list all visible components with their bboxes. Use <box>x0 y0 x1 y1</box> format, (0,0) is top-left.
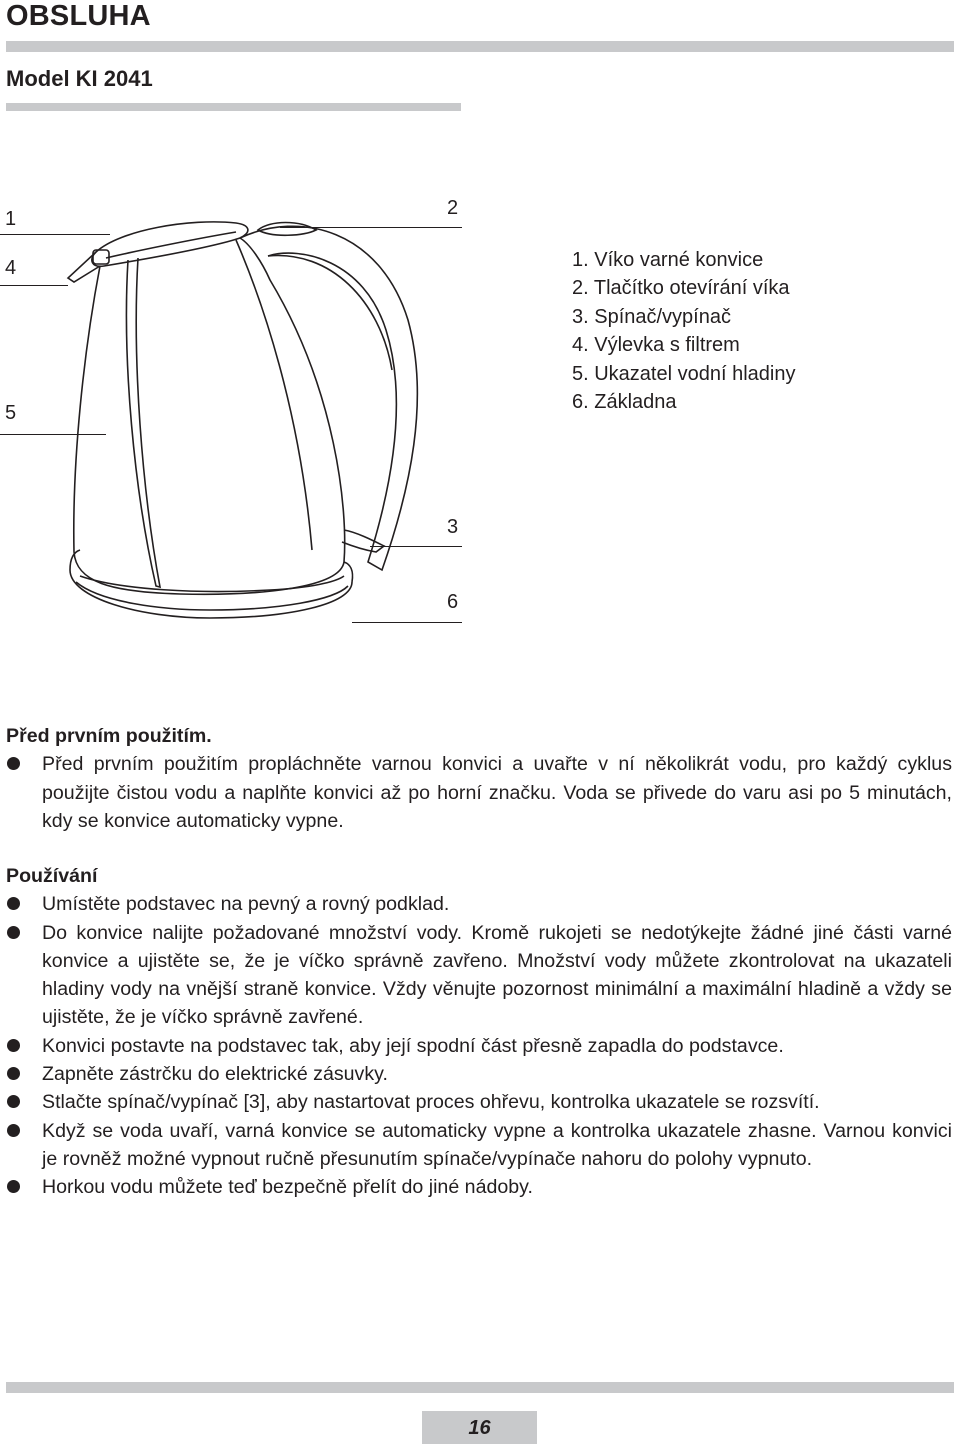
before-first-use-section <box>6 722 952 835</box>
list-item: Zapněte zástrčku do elektrické zásuvky. <box>6 1060 952 1088</box>
list-item: Do konvice nalijte požadované množství vody. Kromě rukojeti se nedotýkejte žádné jiné části varné konvice a ujistěte se, že je víčko správně zavřeno. Množství vody můžete zkontrolovat na ukazateli hladiny vody na vnější straně konvice. Vždy věnujte pozornost minimální a maximální hladině a vždy se ujistěte, že je víčko správně zavřené. <box>6 919 952 1032</box>
usage-section <box>6 862 952 1202</box>
bullet-icon <box>7 926 20 939</box>
bullet-icon <box>7 1039 20 1052</box>
before-first-use-heading: Před prvním použitím. <box>6 725 212 747</box>
bullet-icon <box>7 1124 20 1137</box>
list-item: Stlačte spínač/vypínač [3], aby nastartovat proces ohřevu, kontrolka ukazatele se rozsvítí. <box>6 1088 952 1116</box>
list-item: Když se voda uvaří, varná konvice se automaticky vypne a kontrolka ukazatele zhasne. Varnou konvici je rovněž možné vypnout ručně přesunutím spínače/vypínače nahoru do polohy vypnuto. <box>6 1117 952 1174</box>
legend-item: 6. Základna <box>572 391 677 414</box>
title-rule <box>6 41 954 52</box>
bullet-icon <box>7 1180 20 1193</box>
parts-legend <box>572 246 795 416</box>
page-number: 16 <box>422 1411 537 1444</box>
legend-item: 4. Výlevka s filtrem <box>572 334 740 357</box>
callout-5: 5 <box>5 402 17 424</box>
callout-1: 1 <box>5 208 17 230</box>
legend-item: 5. Ukazatel vodní hladiny <box>572 362 796 385</box>
bullet-icon <box>7 1067 20 1080</box>
legend-item: 3. Spínač/vypínač <box>572 305 731 328</box>
legend-item: 1. Víko varné konvice <box>572 249 764 271</box>
model-rule <box>6 103 461 111</box>
legend-item: 2. Tlačítko otevírání víka <box>572 277 790 300</box>
callout-3: 3 <box>447 516 459 538</box>
list-item: Konvici postavte na podstavec tak, aby její spodní část přesně zapadla do podstavce. <box>6 1032 952 1060</box>
model-heading: Model KI 2041 <box>6 66 153 91</box>
kettle-drawing <box>0 190 470 640</box>
callout-6: 6 <box>447 591 459 613</box>
bullet-icon <box>7 1095 20 1108</box>
page-title: OBSLUHA <box>6 0 151 32</box>
usage-heading: Používání <box>6 865 98 887</box>
list-item: Horkou vodu můžete teď bezpečně přelít do jiné nádoby. <box>6 1173 952 1201</box>
kettle-diagram <box>0 190 470 640</box>
list-item: Před prvním použitím propláchněte varnou konvici a uvařte v ní několikrát vodu, pro každý cyklus použijte čistou vodu a naplňte konvici až po horní značku. Voda se přivede do varu asi po 5 minutách, kdy se konvice automaticky vypne. <box>6 750 952 835</box>
footer-rule <box>6 1382 954 1393</box>
callout-4: 4 <box>5 257 17 279</box>
bullet-icon <box>7 897 20 910</box>
list-item: Umístěte podstavec na pevný a rovný podklad. <box>6 890 952 918</box>
bullet-icon <box>7 757 20 770</box>
callout-2: 2 <box>447 197 459 219</box>
